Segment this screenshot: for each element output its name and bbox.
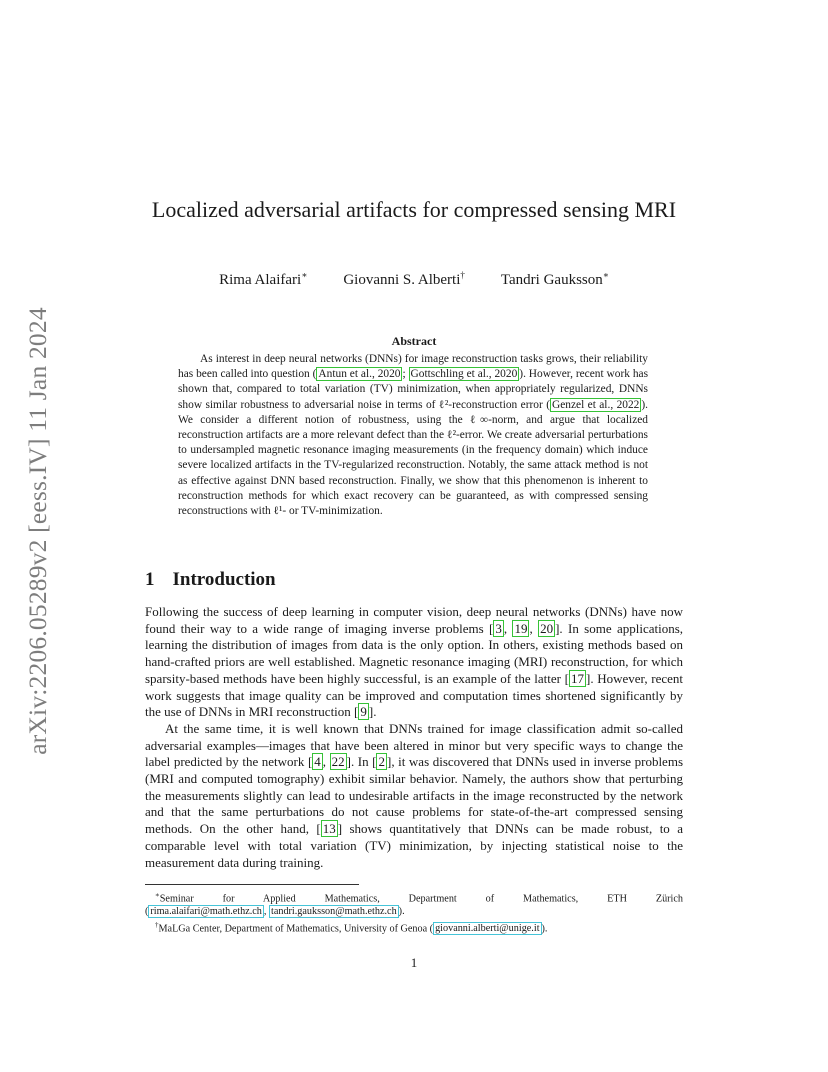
arxiv-identifier: arXiv:2206.05289v2 [eess.IV] 11 Jan 2024 (23, 307, 53, 755)
email-link[interactable]: tandri.gauksson@math.ethz.ch (271, 906, 397, 918)
footnotes (145, 889, 683, 936)
paper-title: Localized adversarial artifacts for compressed sensing MRI (151, 197, 677, 222)
section-title: Introduction (172, 569, 276, 590)
reference-link[interactable]: 2 (378, 754, 385, 770)
footnote-1: ∗Seminar for Applied Mathematics, Department of Mathematics, ETH Zürich (155, 891, 683, 905)
abstract-heading: Abstract (391, 334, 437, 348)
arxiv-sidebar-stamp (18, 288, 58, 774)
citation-link[interactable]: Gottschling et al., 2020 (410, 368, 518, 381)
reference-link[interactable]: 13 (322, 821, 336, 837)
paragraph: At the same time, it is well known that DNNs trained for image classification admit so-called adversarial examples—images that have been altered in minor but very specific ways to change the label predicted by the network [ 4 , 22 ]. In [ 2 ], it was discovered that DNNs used in inverse problems (MRI and computed tomography) exhibit similar behavior. Namely, the authors show that perturbing the measurements slightly can lead to undesirable artifacts in the image reconstructed by the network and that the same perturbations do not cause problems for state-of-the-art compressed sensing methods. On the other hand, [ 13 ] shows quantitatively that DNNs can be made robust, to a comparable level with total variation (TV) minimization, by injecting statistical noise to the measurement data during training. (145, 720, 683, 870)
author-3: Tandri Gauksson∗ (500, 270, 609, 288)
page-number: 1 (410, 955, 418, 970)
section-heading-introduction (145, 569, 276, 591)
reference-link[interactable]: 19 (514, 620, 528, 636)
citation-link[interactable]: Genzel et al., 2022 (551, 398, 640, 411)
email-link[interactable]: rima.alaifari@math.ethz.ch (150, 906, 262, 918)
author-2: Giovanni S. Alberti† (343, 270, 465, 288)
abstract-text: As interest in deep neural networks (DNNs) for image reconstruction tasks grows, their reliability has been called into question ( Antun et al., 2020 ; Gottschling et al., 2020 ). However, recent work has shown that, compared to total variation (TV) minimization, when appropriately regularized, DNNs show similar robustness to adversarial noise in terms of ℓ²-reconstruction error ( Genzel et al., 2022 ). We consider a different notion of robustness, using the ℓ∞-norm, and argue that localized reconstruction artifacts are a more relevant defect than the ℓ²-error. We create adversarial perturbations to undersampled magnetic resonance imaging measurements (in the frequency domain) which induce severe localized artifacts in the TV-regularized reconstruction. Notably, the same attack method is not as effective against DNN based reconstruction. Finally, we show that this phenomenon is inherent to reconstruction methods for which exact recovery can be guaranteed, as with compressed sensing reconstructions with ℓ¹- or TV-minimization. (178, 353, 649, 518)
footnote-2: †MaLGa Center, Department of Mathematics, University of Genoa ( giovanni.alberti@unige.it ). (155, 920, 548, 935)
author-1: Rima Alaifari∗ (219, 270, 308, 288)
section-number: 1 (145, 569, 155, 590)
reference-link[interactable]: 20 (540, 620, 554, 636)
reference-link[interactable]: 22 (331, 754, 345, 770)
paragraph: Following the success of deep learning in computer vision, deep neural networks (DNNs) have now found their way to a wide range of imaging inverse problems [ 3 , 19 , 20 ]. In some applications, learning the distribution of images from data is the only option. In others, existing methods based on hand-crafted priors are well established. Magnetic resonance imaging (MRI) reconstruction, for which sparsity-based methods have been highly successful, is an example of the latter [ 17 ]. However, recent work suggests that image quality can be improved and computation times shortened significantly by the use of DNNs in MRI reconstruction [ 9 ]. (145, 604, 684, 720)
introduction-body (145, 604, 683, 871)
reference-link[interactable]: 17 (570, 670, 584, 686)
citation-link[interactable]: Antun et al., 2020 (318, 368, 401, 381)
reference-link[interactable]: 4 (314, 754, 321, 770)
email-link[interactable]: giovanni.alberti@unige.it (435, 923, 540, 935)
reference-link[interactable]: 3 (495, 620, 502, 636)
author-list (150, 270, 678, 289)
footnote-1-emails: ( rima.alaifari@math.ethz.ch , tandri.gauksson@math.ethz.ch ). (145, 906, 405, 918)
footnote-rule (145, 884, 359, 885)
reference-link[interactable]: 9 (360, 704, 367, 720)
